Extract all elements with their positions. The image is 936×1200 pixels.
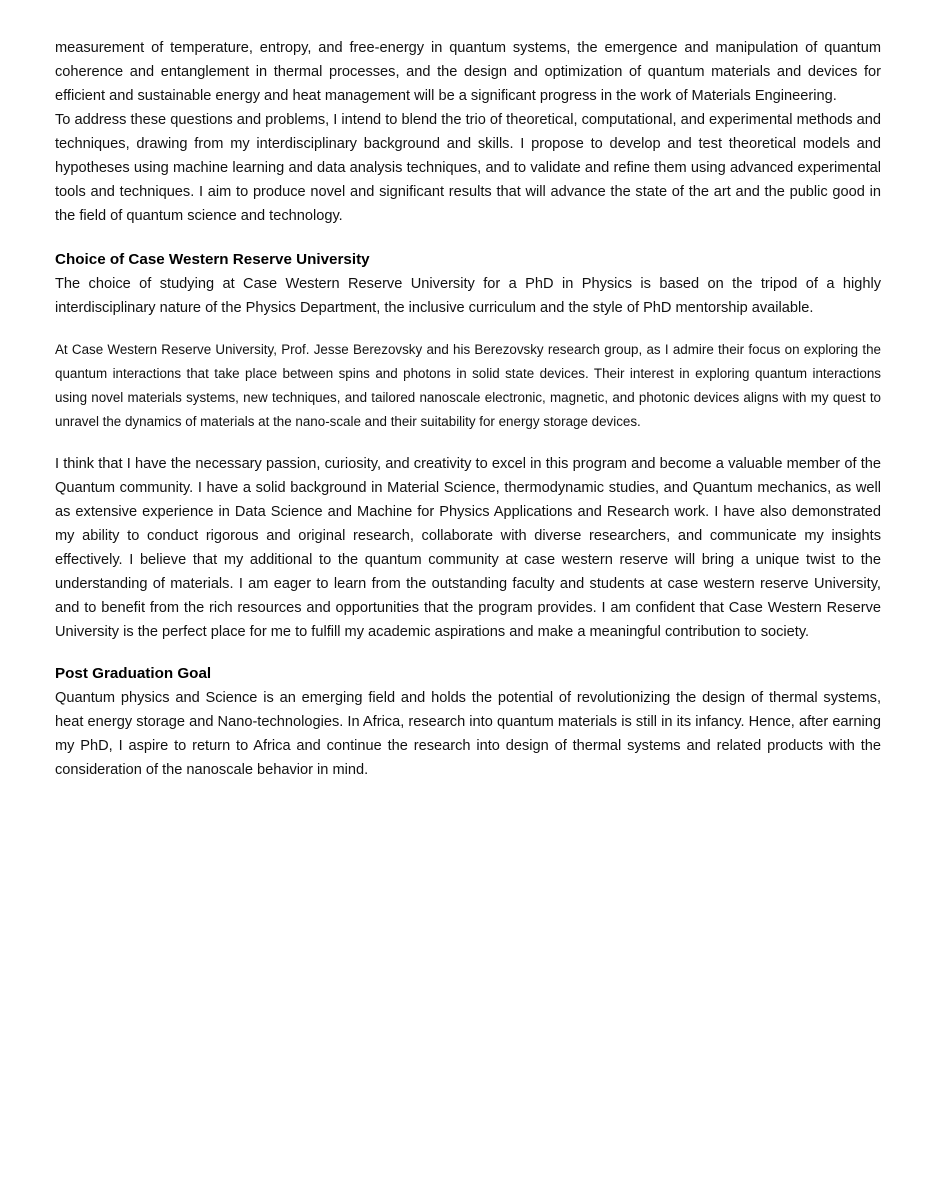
- section-spacer: [55, 644, 881, 662]
- section-heading-goal: Post Graduation Goal: [55, 665, 212, 682]
- section-spacer: [55, 228, 881, 248]
- choice-paragraph-2: At Case Western Reserve University, Prof. Jesse Berezovsky and his Berezovsky research group, as I admire their focus on exploring the quantum interactions that take place between spins and photons in solid state devices. Their interest in exploring quantum interactions using novel materials systems, new techniques, and tailored nanoscale electronic, magnetic, and photonic devices aligns with my quest to unravel the dynamics of materials at the nano-scale and their suitability for energy storage devices.: [55, 342, 881, 429]
- choice-paragraph-3: I think that I have the necessary passion, curiosity, and creativity to excel in this program and become a valuable member of the Quantum community. I have a solid background in Material Science, thermodynamic studies, and Quantum mechanics, as well as extensive experience in Data Science and Machine for Physics Applications and Research work. I have also demonstrated my ability to conduct rigorous and original research, collaborate with diverse researchers, and communicate my insights effectively. I believe that my additional to the quantum community at case western reserve will bring a unique twist to the understanding of materials. I am eager to learn from the outstanding faculty and students at case western reserve University, and to benefit from the rich resources and opportunities that the program provides. I am confident that Case Western Reserve University is the perfect place for me to fulfill my academic aspirations and make a meaningful contribution to society.: [55, 456, 881, 640]
- paragraph-spacer: [55, 434, 881, 452]
- goal-paragraph-1: Quantum physics and Science is an emerging field and holds the potential of revolutionizing the design of thermal systems, heat energy storage and Nano-technologies. In Africa, research into quantum materials is still in its infancy. Hence, after earning my PhD, I aspire to return to Africa and continue the research into design of thermal systems and related products with the consideration of the nanoscale behavior in mind.: [55, 690, 881, 778]
- intro-paragraph-1: measurement of temperature, entropy, and free-energy in quantum systems, the emergence and manipulation of quantum coherence and entanglement in thermal processes, and the design and optimization of quantum materials and devices for efficient and sustainable energy and heat management will be a significant progress in the work of Materials Engineering.: [55, 40, 881, 104]
- document-page: [55, 36, 881, 782]
- section-heading-choice: Choice of Case Western Reserve University: [55, 251, 370, 268]
- paragraph-spacer: [55, 320, 881, 338]
- intro-paragraph-2: To address these questions and problems, I intend to blend the trio of theoretical, computational, and experimental methods and techniques, drawing from my interdisciplinary background and skills. I propose to develop and test theoretical models and hypotheses using machine learning and data analysis techniques, and to validate and refine them using advanced experimental tools and techniques. I aim to produce novel and significant results that will advance the state of the art and the public good in the field of quantum science and technology.: [55, 112, 881, 224]
- choice-paragraph-1: The choice of studying at Case Western Reserve University for a PhD in Physics is based on the tripod of a highly interdisciplinary nature of the Physics Department, the inclusive curriculum and the style of PhD mentorship available.: [55, 276, 881, 316]
